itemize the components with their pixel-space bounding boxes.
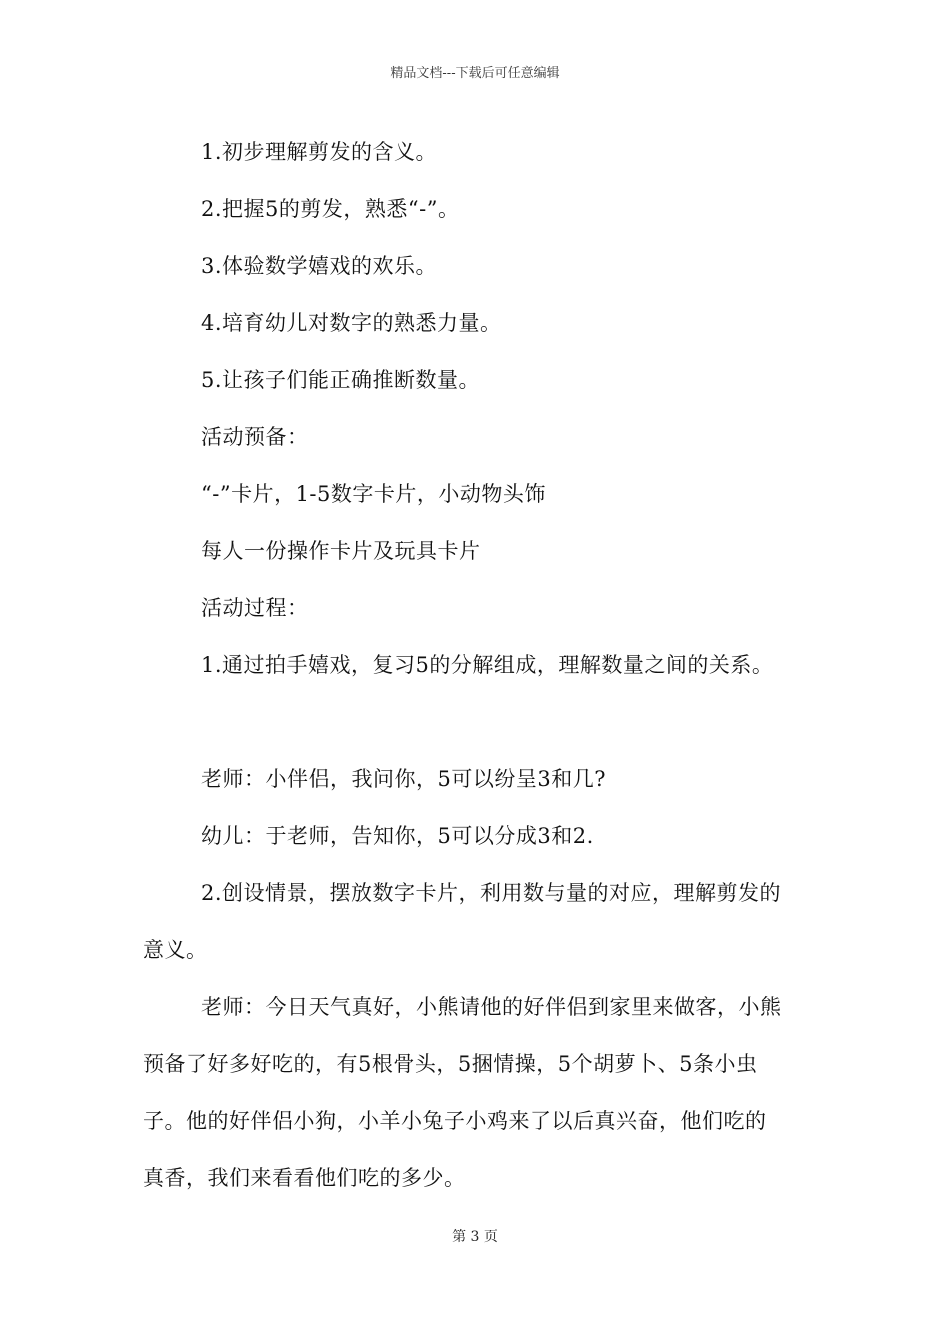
goal-item-1: 1.初步理解剪发的含义。 [201, 140, 438, 164]
page-header: 精品文档---下载后可任意编辑 [390, 66, 560, 81]
preparation-item-1: “-”卡片，1-5数字卡片，小动物头饰 [201, 482, 546, 506]
dialog-child: 幼儿：于老师，告知你，5可以分成3和2. [201, 824, 594, 848]
section-heading-preparation: 活动预备： [201, 425, 309, 449]
story-paragraph-line-3: 子。他的好伴侣小狗，小羊小兔子小鸡来了以后真兴奋，他们吃的 [143, 1109, 767, 1133]
goal-item-3: 3.体验数学嬉戏的欢乐。 [201, 254, 438, 278]
story-paragraph-line-4: 真香，我们来看看他们吃的多少。 [143, 1166, 466, 1190]
preparation-item-2: 每人一份操作卡片及玩具卡片 [201, 539, 481, 563]
process-step-2-line-2: 意义。 [143, 938, 208, 962]
page-number: 第 3 页 [452, 1229, 498, 1245]
story-paragraph-line-1: 老师：今日天气真好，小熊请他的好伴侣到家里来做客，小熊 [201, 995, 782, 1019]
story-paragraph-line-2: 预备了好多好吃的，有5根骨头，5捆情操，5个胡萝卜、5条小虫 [143, 1052, 758, 1076]
process-step-2-line-1: 2.创设情景，摆放数字卡片，利用数与量的对应，理解剪发的 [201, 881, 782, 905]
process-step-1: 1.通过拍手嬉戏，复习5的分解组成，理解数量之间的关系。 [201, 653, 774, 677]
section-heading-process: 活动过程： [201, 596, 309, 620]
goal-item-5: 5.让孩子们能正确推断数量。 [201, 368, 481, 392]
goal-item-2: 2.把握5的剪发，熟悉“-”。 [201, 197, 460, 221]
goal-item-4: 4.培育幼儿对数字的熟悉力量。 [201, 311, 502, 335]
dialog-teacher: 老师：小伴侣，我问你，5可以纷呈3和几? [201, 767, 606, 791]
